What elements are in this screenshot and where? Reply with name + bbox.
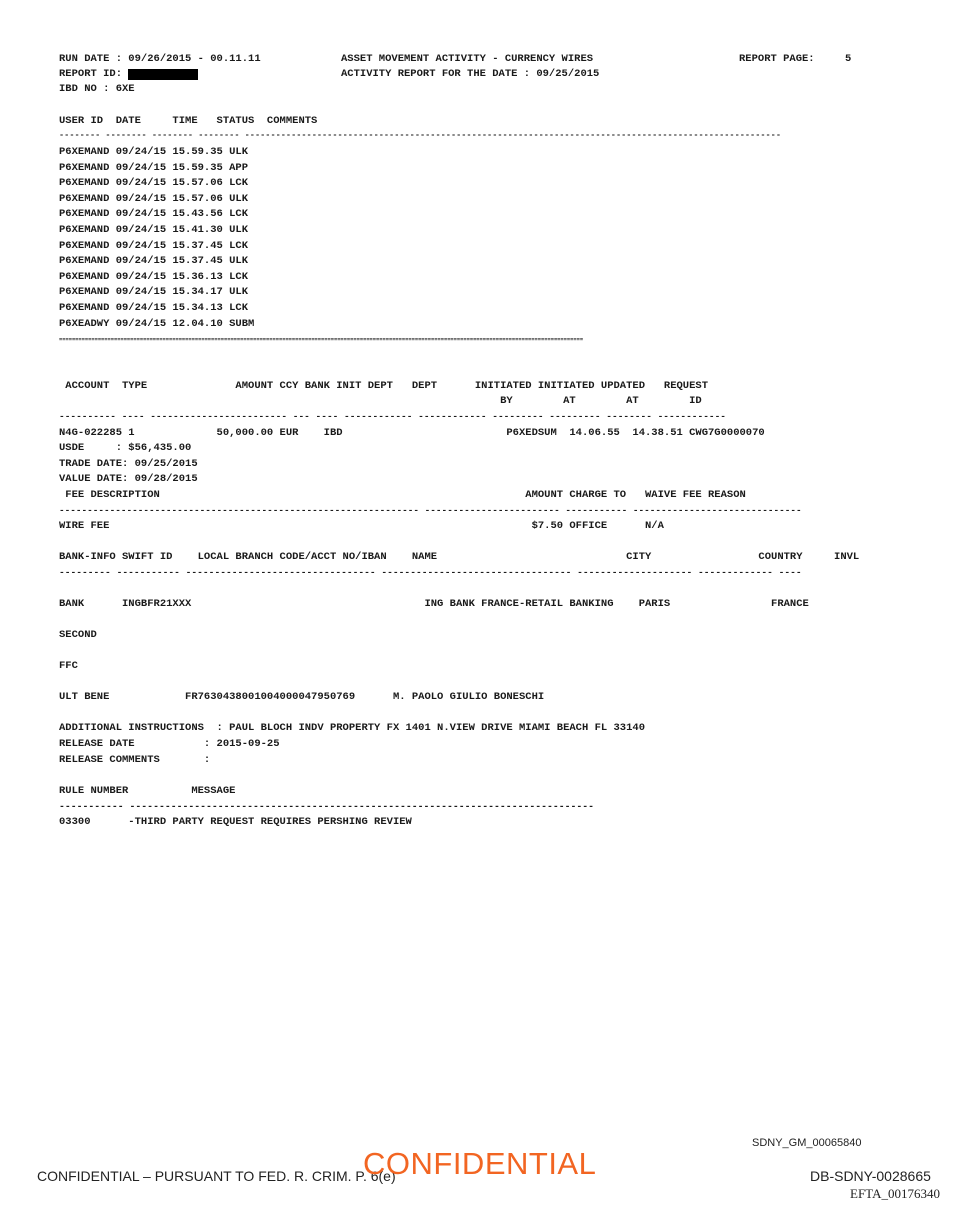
activity-log-row: P6XEADWY 09/24/15 12.04.10 SUBM [59,317,255,330]
release-date: RELEASE DATE : 2015-09-25 [59,738,280,750]
bank-row: BANK INGBFR21XXX ING BANK FRANCE-RETAIL BANKING PARIS FRANCE [59,598,809,610]
account-line: N4G-022285 1 50,000.00 EUR IBD P6XEDSUM 14.06.55 14.38.51 CWG7G0000070 [59,427,765,439]
report-page-label: REPORT PAGE: [739,53,815,65]
bates-number-top: SDNY_GM_00065840 [752,1137,862,1149]
activity-log-row: P6XEMAND 09/24/15 15.36.13 LCK [59,270,249,283]
ffc-label: FFC [59,660,78,672]
ultimate-beneficiary: ULT BENE FR7630438001004000047950769 M. PAOLO GIULIO BONESCHI [59,691,545,703]
rule-row: 03300 -THIRD PARTY REQUEST REQUIRES PERSHING REVIEW [59,816,412,828]
run-date: RUN DATE : 09/26/2015 - 00.11.11 [59,53,261,65]
confidential-stamp: CONFIDENTIAL [363,1146,597,1181]
report-id-label: REPORT ID: [59,68,123,80]
activity-log-header: USER ID DATE TIME STATUS COMMENTS [59,115,318,127]
confidential-notice: CONFIDENTIAL – PURSUANT TO FED. R. CRIM. P. 6(e) [37,1168,396,1184]
activity-log-row: P6XEMAND 09/24/15 15.57.06 LCK [59,177,249,190]
activity-log-row: P6XEMAND 09/24/15 15.34.17 ULK [59,286,249,299]
bank-info-header: BANK-INFO SWIFT ID LOCAL BRANCH CODE/ACCT NO/IBAN NAME CITY COUNTRY INVL [59,551,860,563]
additional-instructions: ADDITIONAL INSTRUCTIONS : PAUL BLOCH INDV PROPERTY FX 1401 N.VIEW DRIVE MIAMI BEACH FL 33140 [59,722,645,734]
wire-fee-row: WIRE FEE $7.50 OFFICE N/A [59,520,664,532]
bank-info-dashes: --------- ----------- --------------------------------- --------------------------------- -------------------- ------------- ---- [59,567,802,578]
fee-dashes: ---------------------------------------------------------------- ------------------------ ----------- ------------------------------ [59,505,802,516]
activity-log-row: P6XEMAND 09/24/15 15.59.35 ULK [59,146,249,158]
second-bank-label: SECOND [59,629,97,641]
bates-number-efta: EFTA_00176340 [850,1186,940,1201]
activity-log-row: P6XEMAND 09/24/15 15.37.45 ULK [59,255,249,268]
usde-amount: USDE : $56,435.00 [59,442,192,454]
activity-log-row: P6XEMAND 09/24/15 15.43.56 LCK [59,208,249,221]
activity-log-row: P6XEMAND 09/24/15 15.57.06 ULK [59,192,249,205]
release-comments: RELEASE COMMENTS : [59,754,211,766]
wire-column-header: ACCOUNT TYPE AMOUNT CCY BANK INIT DEPT DEPT INITIATED INITIATED UPDATED REQUEST [59,380,709,392]
report-page-number: 5 [845,53,852,65]
activity-log-row: P6XEMAND 09/24/15 15.41.30 ULK [59,224,249,236]
redaction-bar [128,69,198,80]
activity-log-row: P6XEMAND 09/24/15 15.37.45 LCK [59,239,249,252]
report-subtitle: ACTIVITY REPORT FOR THE DATE : 09/25/2015 [341,68,600,80]
value-date: VALUE DATE: 09/28/2015 [59,473,198,485]
rule-dashes: ----------- ------------------------------------------------------------------------------- [59,801,594,812]
wire-column-header-2: BY AT AT ID [59,395,702,407]
activity-log-row: P6XEMAND 09/24/15 15.59.35 APP [59,161,249,174]
rule-header: RULE NUMBER MESSAGE [59,785,236,797]
fee-header: FEE DESCRIPTION AMOUNT CHARGE TO WAIVE FEE REASON [59,489,746,501]
activity-log-dashes: -------- -------- -------- -------- -------------------------------------------------------------------------------------------------------- [59,130,781,140]
section-separator: ================================================================================================================================================================== [59,337,584,343]
ibd-number: IBD NO : 6XE [59,83,135,95]
report-title: ASSET MOVEMENT ACTIVITY - CURRENCY WIRES [341,53,594,65]
trade-date: TRADE DATE: 09/25/2015 [59,458,198,470]
activity-log-row: P6XEMAND 09/24/15 15.34.13 LCK [59,302,249,314]
wire-column-dashes: ---------- ---- ------------------------ --- ---- ------------ ------------ --------- --------- -------- ------------ [59,411,727,422]
bates-number-db: DB-SDNY-0028665 [810,1168,931,1184]
